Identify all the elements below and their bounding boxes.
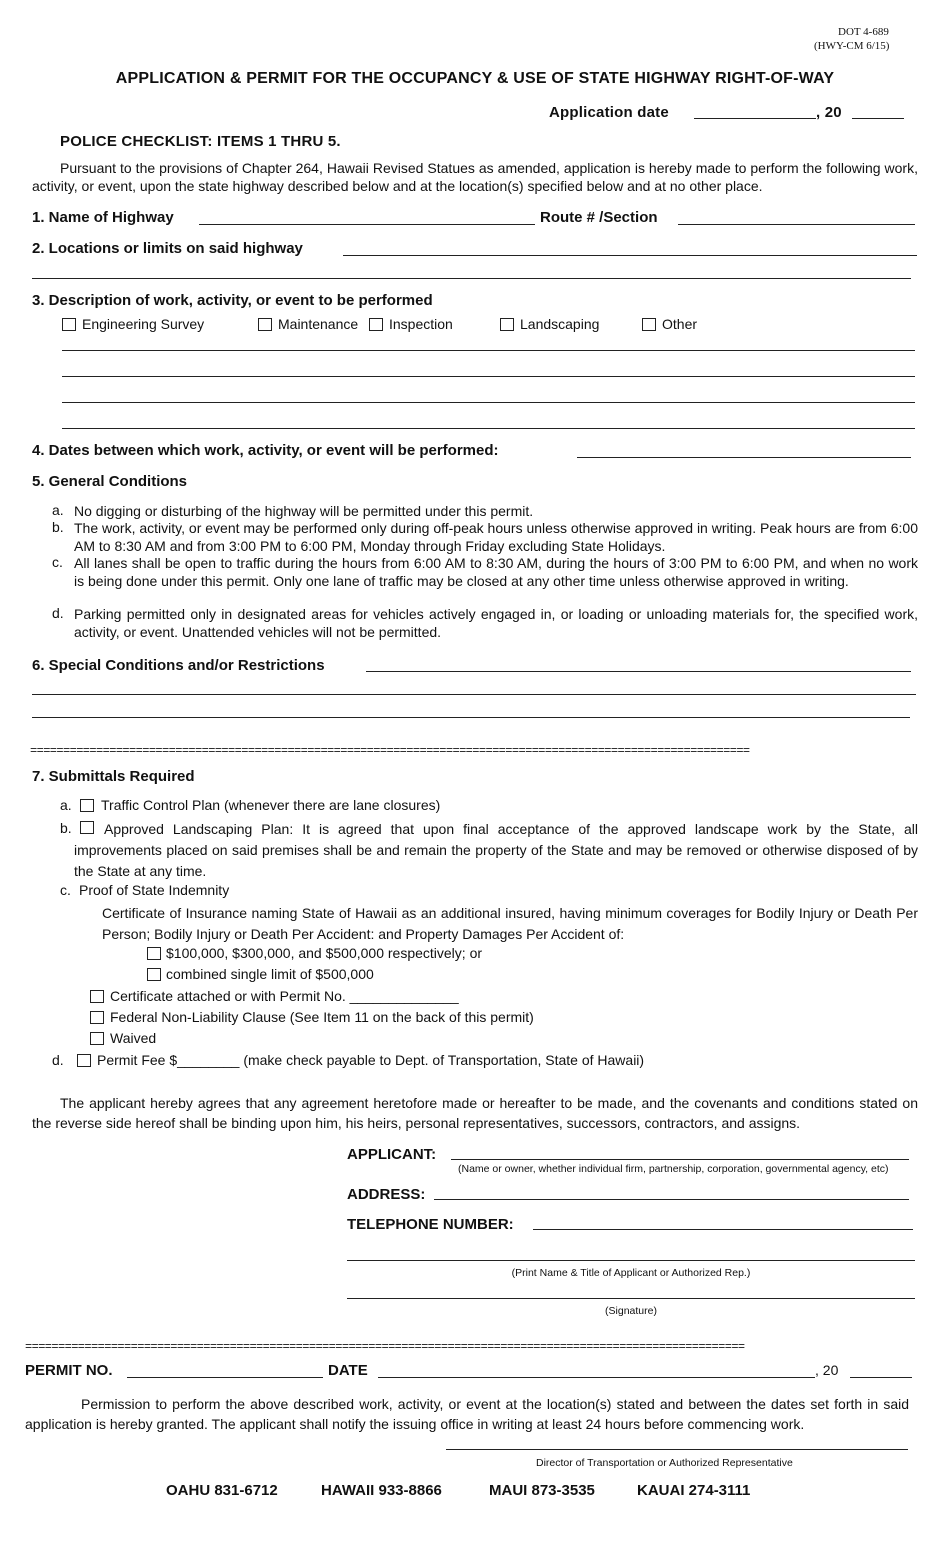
description-line-3[interactable] <box>62 402 915 403</box>
special-conditions-field[interactable] <box>366 671 911 672</box>
agreement-paragraph: The applicant hereby agrees that any agreement heretofore made or hereafter to be made, and the covenants and conditions stated on the reverse side hereof shall be binding upon him, his heirs, personal representatives, successors, contractors, and assigns. <box>32 1095 918 1131</box>
certificate-of-insurance-text: Certificate of Insurance naming State of Hawaii as an additional insured, having minimum coverages for Bodily Injury or Death Per Person; Bodily Injury or Death Per Accident: and Property Damages Per Accident of: <box>102 905 918 942</box>
special-conditions-line3[interactable] <box>32 717 910 718</box>
condition-c-letter: c. <box>52 554 63 570</box>
item5-label: 5. General Conditions <box>32 473 188 490</box>
landscaping-plan-text: Approved Landscaping Plan: It is agreed that upon final acceptance of the approved landscape work by the State, all improvements placed on said premises shall be and remain the property of the State and may be removed or otherwise disposed of by the State at any time. <box>74 821 918 879</box>
phone-maui: MAUI 873-3535 <box>489 1482 595 1499</box>
signature-field[interactable] <box>347 1298 915 1299</box>
federal-non-liability-checkbox[interactable] <box>90 1011 104 1024</box>
engineering-survey-checkbox[interactable] <box>62 318 76 331</box>
other-label: Other <box>662 316 698 332</box>
engineering-survey-label: Engineering Survey <box>82 316 205 332</box>
applicant-label: APPLICANT: <box>347 1146 437 1163</box>
inspection-label: Inspection <box>389 316 453 332</box>
item1-label: 1. Name of Highway <box>32 209 174 226</box>
address-field[interactable] <box>434 1199 909 1200</box>
submittal-c-letter: c. <box>60 882 71 898</box>
applicant-note: (Name or owner, whether individual firm, partnership, corporation, governmental agency, etc) <box>458 1163 889 1175</box>
signature-note: (Signature) <box>605 1305 657 1317</box>
certificate-attached-label: Certificate attached or with Permit No. ______________ <box>110 988 459 1004</box>
permit-fee-label: Permit Fee $________ (make check payable to Dept. of Transportation, State of Hawaii) <box>97 1052 645 1068</box>
intro-paragraph: Pursuant to the provisions of Chapter 264, Hawaii Revised Statues as amended, application is hereby made to perform the following work, activity, or event, upon the state highway described below and at the location(s) specified below and at no other place. <box>32 160 918 194</box>
condition-a-text: No digging or disturbing of the highway will be permitted under this permit. <box>74 503 534 519</box>
other-checkbox[interactable] <box>642 318 656 331</box>
submittal-a-letter: a. <box>60 797 72 813</box>
separator-2: ============================================================================================================= <box>25 1340 745 1354</box>
application-date-label: Application date <box>549 104 669 121</box>
permission-paragraph: Permission to perform the above described work, activity, or event at the location(s) stated and between the dates set forth in said application is hereby granted. The applicant shall notify the issuing office in writing at least 24 hours before commencing work. <box>25 1396 909 1432</box>
director-signature-field[interactable] <box>446 1449 908 1450</box>
description-line-4[interactable] <box>62 428 915 429</box>
item6-label: 6. Special Conditions and/or Restrictions <box>32 657 325 674</box>
combined-limit-label: combined single limit of $500,000 <box>166 966 374 982</box>
route-section-label: Route # /Section <box>540 209 658 226</box>
separator-1: ============================================================================================================= <box>30 744 750 758</box>
highway-name-field[interactable] <box>199 224 535 225</box>
form-revision: (HWY-CM 6/15) <box>814 40 890 52</box>
police-checklist: POLICE CHECKLIST: ITEMS 1 THRU 5. <box>60 133 341 150</box>
permit-fee-checkbox[interactable] <box>77 1054 91 1067</box>
certificate-attached-checkbox[interactable] <box>90 990 104 1003</box>
telephone-field[interactable] <box>533 1229 913 1230</box>
condition-b-letter: b. <box>52 519 64 535</box>
condition-a-letter: a. <box>52 502 64 518</box>
traffic-control-plan-label: Traffic Control Plan (whenever there are lane closures) <box>101 797 441 813</box>
condition-d-text: Parking permitted only in designated areas for vehicles actively engaged in, or loading or unloading materials for, the specified work, activity, or event. Unattended vehicles will not be permitted. <box>74 606 918 640</box>
phone-kauai: KAUAI 274-3111 <box>637 1482 751 1499</box>
permit-date-field[interactable] <box>378 1377 815 1378</box>
application-date-field[interactable] <box>694 118 816 119</box>
item2-label: 2. Locations or limits on said highway <box>32 240 303 257</box>
director-note: Director of Transportation or Authorized Representative <box>536 1457 793 1469</box>
form-title: APPLICATION & PERMIT FOR THE OCCUPANCY & USE OF STATE HIGHWAY RIGHT-OF-WAY <box>115 70 835 87</box>
description-line-2[interactable] <box>62 376 915 377</box>
federal-non-liability-label: Federal Non-Liability Clause (See Item 11 on the back of this permit) <box>110 1009 534 1025</box>
item3-label: 3. Description of work, activity, or event to be performed <box>32 292 433 309</box>
description-line-1[interactable] <box>62 350 915 351</box>
application-date-year-prefix: , 20 <box>816 104 842 121</box>
phone-hawaii: HAWAII 933-8866 <box>321 1482 442 1499</box>
route-section-field[interactable] <box>678 224 915 225</box>
permit-year-prefix: , 20 <box>815 1362 839 1378</box>
locations-field-line2[interactable] <box>32 278 911 279</box>
maintenance-checkbox[interactable] <box>258 318 272 331</box>
form-code: DOT 4-689 <box>838 26 889 38</box>
combined-limit-checkbox[interactable] <box>147 968 161 981</box>
split-limits-label: $100,000, $300,000, and $500,000 respectively; or <box>166 945 483 961</box>
applicant-field[interactable] <box>451 1159 909 1160</box>
item4-label: 4. Dates between which work, activity, or event will be performed: <box>32 442 499 459</box>
condition-c-text: All lanes shall be open to traffic during the hours from 6:00 AM to 8:30 AM, during the hours of 3:00 PM to 6:00 PM, and when no work is being done under this permit. Only one lane of traffic may be closed at any other time unless otherwise approved in writing. <box>74 555 918 589</box>
permit-year-field[interactable] <box>850 1377 912 1378</box>
submittal-d-letter: d. <box>52 1052 64 1068</box>
address-label: ADDRESS: <box>347 1186 426 1203</box>
inspection-checkbox[interactable] <box>369 318 383 331</box>
locations-field[interactable] <box>343 255 917 256</box>
split-limits-checkbox[interactable] <box>147 947 161 960</box>
submittal-b-letter: b. <box>60 820 72 836</box>
landscaping-checkbox[interactable] <box>500 318 514 331</box>
maintenance-label: Maintenance <box>278 316 359 332</box>
waived-label: Waived <box>110 1030 157 1046</box>
dates-field[interactable] <box>577 457 911 458</box>
waived-checkbox[interactable] <box>90 1032 104 1045</box>
condition-d-letter: d. <box>52 605 64 621</box>
state-indemnity-label: Proof of State Indemnity <box>79 882 230 898</box>
item7-label: 7. Submittals Required <box>32 768 195 785</box>
phone-oahu: OAHU 831-6712 <box>166 1482 278 1499</box>
permit-no-field[interactable] <box>127 1377 323 1378</box>
special-conditions-line2[interactable] <box>32 694 916 695</box>
condition-b-text: The work, activity, or event may be performed only during off-peak hours unless otherwise approved in writing. Peak hours are from 6:00 AM to 8:30 AM and from 3:00 PM to 6:00 PM, Monday through Friday excluding State Holidays. <box>74 520 918 554</box>
application-date-year-field[interactable] <box>852 118 904 119</box>
permit-date-label: DATE <box>328 1362 368 1379</box>
traffic-control-plan-checkbox[interactable] <box>80 799 94 812</box>
print-name-note: (Print Name & Title of Applicant or Authorized Rep.) <box>511 1267 751 1279</box>
print-name-field[interactable] <box>347 1260 915 1261</box>
landscaping-label: Landscaping <box>520 316 600 332</box>
permit-no-label: PERMIT NO. <box>25 1362 113 1379</box>
telephone-label: TELEPHONE NUMBER: <box>347 1216 514 1233</box>
